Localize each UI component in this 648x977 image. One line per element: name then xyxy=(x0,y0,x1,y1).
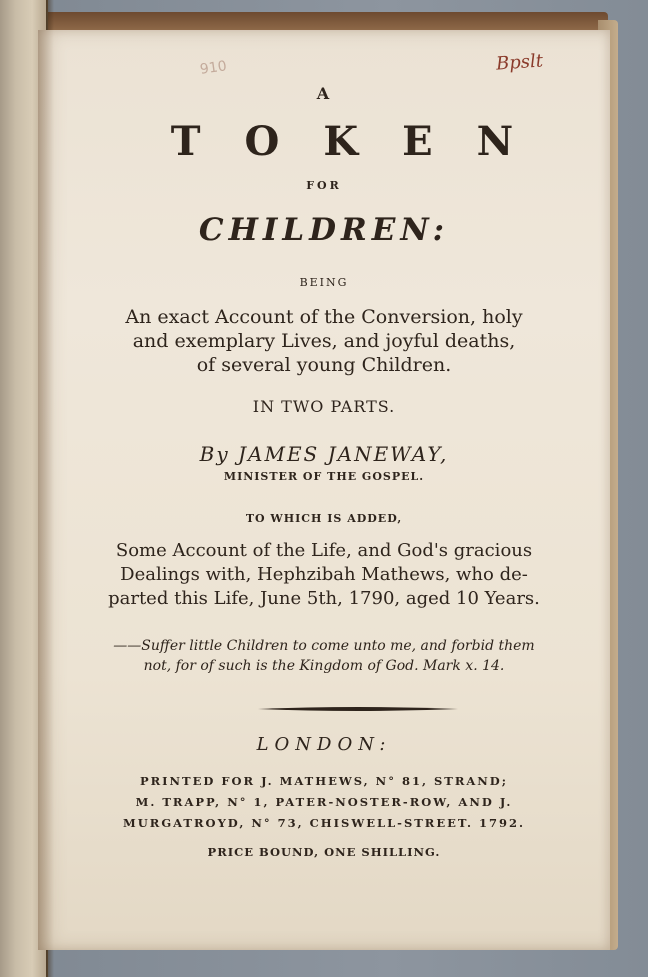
subtitle-being: BEING xyxy=(299,276,349,289)
imprint-line-3: MURGATROYD, N° 73, CHISWELL-STREET. 1792. xyxy=(123,816,525,830)
addition-line-2: Dealings with, Hephzibah Mathews, who de- xyxy=(120,564,528,585)
subtitle-line-1: An exact Account of the Conversion, holy xyxy=(125,306,523,328)
addition-line-1: Some Account of the Life, and God's gracious xyxy=(115,540,533,561)
imprint-city: LONDON: xyxy=(256,734,392,755)
handwritten-shelfmark: Bpslt xyxy=(495,50,544,75)
imprint-line-1: PRINTED FOR J. MATHEWS, N° 81, STRAND; xyxy=(139,774,509,788)
imprint-line-2: M. TRAPP, N° 1, PATER-NOSTER-ROW, AND J. xyxy=(135,795,513,809)
author-byline: By JAMES JANEWAY, xyxy=(199,442,449,466)
subtitle-parts: IN TWO PARTS. xyxy=(252,397,396,416)
title-article: A xyxy=(316,84,332,103)
subtitle-line-3: of several young Children. xyxy=(196,354,452,376)
title-token: TOKEN xyxy=(170,118,558,165)
addition-heading: TO WHICH IS ADDED, xyxy=(245,512,403,525)
author-role: MINISTER OF THE GOSPEL. xyxy=(223,470,425,483)
imprint-price: PRICE BOUND, ONE SHILLING. xyxy=(207,845,441,859)
title-page xyxy=(38,30,610,950)
title-children: CHILDREN: xyxy=(198,212,450,248)
page-gutter-shadow xyxy=(38,30,54,950)
subtitle-line-2: and exemplary Lives, and joyful deaths, xyxy=(132,330,516,352)
epigraph-line-2: not, for of such is the Kingdom of God. Mark x. 14. xyxy=(143,658,505,674)
addition-line-3: parted this Life, June 5th, 1790, aged 10 Years. xyxy=(108,588,540,609)
pencil-note: 910 xyxy=(199,58,228,78)
decorative-rule xyxy=(258,706,458,712)
title-for: FOR xyxy=(306,179,342,192)
epigraph-line-1: ——Suffer little Children to come unto me, and forbid them xyxy=(113,638,535,654)
